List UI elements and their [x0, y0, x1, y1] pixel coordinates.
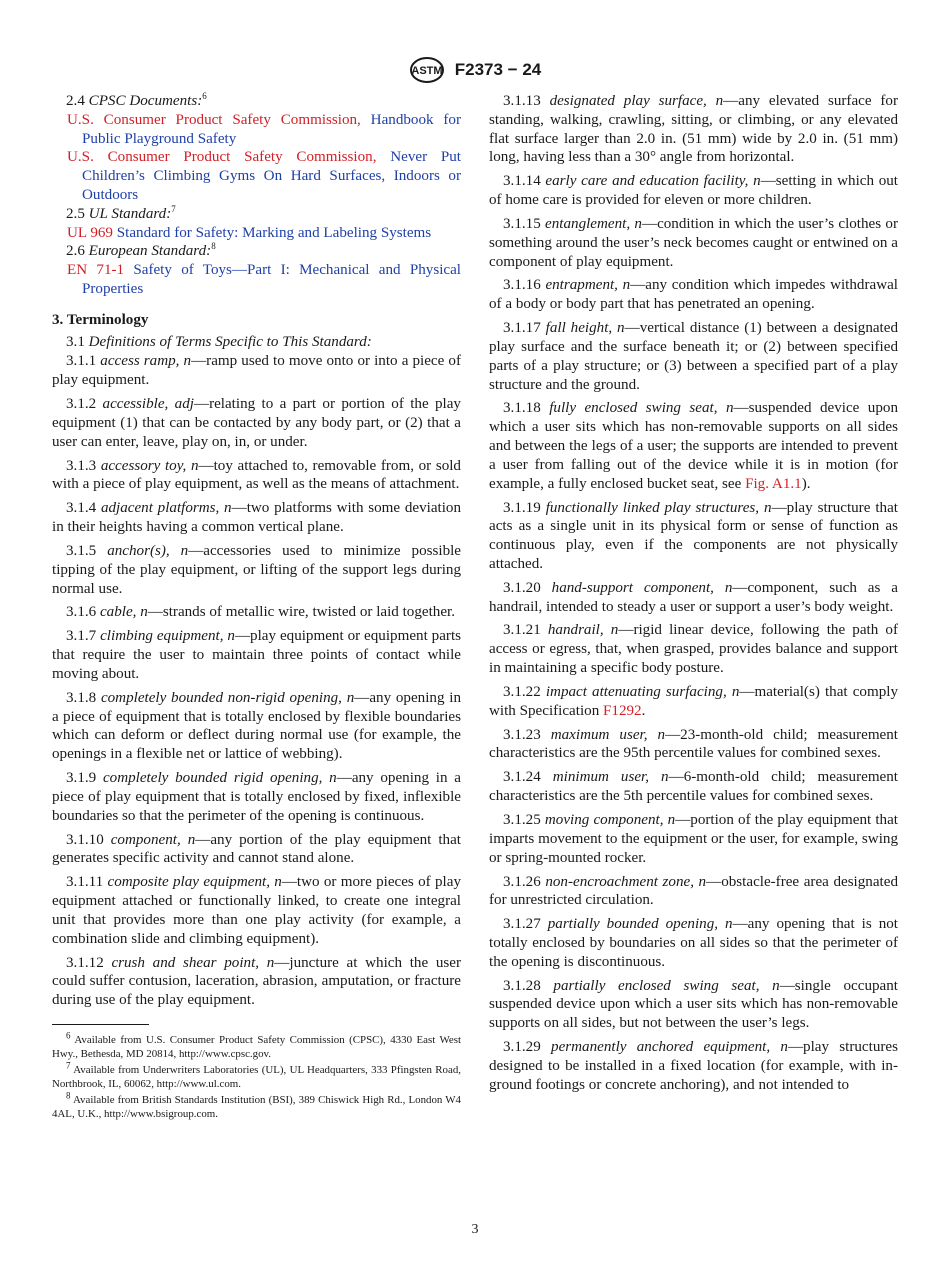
reference-organization-link[interactable]: UL 969 — [67, 224, 113, 241]
term-definition — [489, 621, 898, 677]
term-name: component, n — [110, 831, 196, 848]
term-definition — [52, 627, 461, 683]
term-definition — [52, 689, 461, 764]
reference-title-link[interactable]: Never Put Children’s Climbing Gyms On Hard Surfaces, Indoors or Outdoors — [82, 149, 461, 203]
reference-organization-link[interactable]: U.S. Consumer Product Safety Commission, — [67, 149, 377, 166]
term-number: 3.1.18 — [503, 400, 550, 417]
footnote-number: 8 — [66, 1090, 71, 1101]
term-name: minimum user, n — [552, 769, 669, 786]
term-text: —accessories used to minimize possible tipping of the play equipment, or lifting of the support legs during normal use. — [52, 542, 462, 597]
term-number: 3.1.24 — [503, 769, 553, 786]
term-text: —setting in which out of home care is provided for eleven or more children. — [489, 173, 898, 209]
term-number: 3.1.9 — [66, 770, 103, 787]
footnote-number: 6 — [66, 1030, 71, 1041]
term-text: —juncture at which the user could suffer contusion, laceration, abrasion, amputation, or fracture during use of the play equipment. — [52, 954, 461, 1009]
term-number: 3.1.19 — [503, 499, 546, 516]
term-name: composite play equipment, n — [107, 874, 282, 891]
reference-entry — [52, 224, 461, 243]
term-text-end: . — [641, 702, 646, 719]
term-definition — [489, 499, 898, 574]
term-number: 3.1.21 — [503, 622, 548, 639]
term-definition — [489, 683, 898, 721]
footnote-divider — [52, 1024, 149, 1025]
term-name: adjacent platforms, n — [100, 500, 232, 517]
reference-group-heading — [52, 92, 461, 111]
term-number: 3.1.12 — [66, 954, 112, 971]
term-name: fall height, n — [545, 320, 625, 337]
term-name: anchor(s), n — [107, 542, 189, 559]
term-name: designated play surface, n — [549, 93, 724, 109]
term-text: —suspended device upon which a user sits which has non-removable supports on all sides and between the legs of a user; the supports are intended to prevent a user from falling out of the device while it is in motion (for example, a fully enclosed bucket seat, see — [489, 400, 898, 492]
cross-reference-link[interactable]: F1292 — [603, 702, 642, 719]
term-definition — [52, 769, 461, 825]
term-definition — [489, 579, 898, 617]
term-name: crush and shear point, n — [111, 954, 275, 971]
term-definition — [489, 319, 898, 394]
footnote-text: Available from Underwriters Laboratories (UL), UL Headquarters, 333 Pfingsten Road, Northbrook, IL, 60062, http://www.ul.com. — [52, 1063, 461, 1091]
term-text: —any opening in a piece of equipment that is totally enclosed by flexible boundaries which can deform or deflect during normal use (for example, the openings in a flexible net or lattice of webbing). — [52, 689, 461, 763]
term-number: 3.1.27 — [503, 916, 548, 933]
term-name: accessory toy, n — [100, 457, 199, 474]
svg-text:ASTM: ASTM — [411, 65, 443, 77]
term-definition — [52, 542, 461, 598]
term-name: maximum user, n — [550, 726, 666, 743]
term-definition — [52, 395, 461, 451]
reference-organization-link[interactable]: U.S. Consumer Product Safety Commission, — [67, 111, 361, 128]
term-definition — [489, 873, 898, 911]
term-definition — [52, 352, 461, 390]
page-header — [0, 56, 950, 84]
astm-logo-icon — [409, 56, 445, 84]
term-definition — [52, 831, 461, 869]
reference-title-link[interactable]: Handbook for Public Playground Safety — [82, 111, 461, 147]
term-name: entrapment, n — [545, 277, 631, 294]
term-number: 3.1.8 — [66, 689, 101, 706]
term-number: 3.1.17 — [503, 320, 546, 337]
term-number: 3.1.6 — [66, 604, 100, 621]
term-definition — [489, 276, 898, 314]
reference-group-heading — [52, 242, 461, 261]
subsection-number: 3.1 — [66, 333, 89, 350]
reference-group-title: CPSC Documents: — [88, 93, 203, 109]
term-definition — [52, 954, 461, 1010]
term-number: 3.1.1 — [66, 353, 101, 370]
term-definition — [489, 92, 898, 167]
reference-group-title: UL Standard: — [88, 205, 172, 222]
term-text: —any opening in a piece of play equipment that is totally enclosed by fixed, inflexible boundaries so that the perimeter of the opening is continuous. — [52, 770, 461, 824]
left-column — [52, 92, 461, 1123]
footnote-number: 7 — [66, 1060, 71, 1071]
term-text: —portion of the play equipment that imparts movement to the equipment or the user, for example, swing or spring-mounted rocker. — [489, 812, 898, 866]
term-definition — [489, 977, 898, 1033]
term-definition — [489, 811, 898, 867]
term-text: —any opening that is not totally enclosed by boundaries on all sides so that the perimeter of the opening is discontinuous. — [489, 916, 898, 970]
footnote — [52, 1030, 461, 1062]
cross-reference-link[interactable]: Fig. A1.1 — [745, 475, 802, 492]
reference-title-link[interactable]: Safety of Toys—Part I: Mechanical and Physical Properties — [82, 262, 461, 297]
term-text: —6-month-old child; measurement characteristics are the 5th percentile values for combined sexes. — [489, 769, 898, 805]
reference-group-number: 2.4 — [66, 93, 89, 109]
term-text: —strands of metallic wire, twisted or laid together. — [147, 604, 455, 621]
term-number: 3.1.25 — [503, 812, 545, 829]
term-number: 3.1.14 — [503, 173, 546, 190]
reference-organization-link[interactable]: EN 71-1 — [67, 262, 125, 279]
term-name: access ramp, n — [100, 353, 192, 370]
term-number: 3.1.3 — [66, 457, 101, 474]
term-definition — [52, 457, 461, 495]
term-text: —any condition which impedes withdrawal of a body or body part that has penetrated an opening. — [489, 277, 898, 313]
footnote-marker: 6 — [202, 90, 207, 101]
term-text: —single occupant suspended device upon which a user sits which has non-removable supports on all sides, but not between the user’s legs. — [489, 977, 898, 1032]
term-name: partially enclosed swing seat, n — [553, 977, 780, 994]
footnote-marker: 7 — [171, 203, 176, 214]
reference-group-title: European Standard: — [88, 243, 212, 260]
term-number: 3.1.22 — [503, 683, 546, 700]
term-definition — [489, 215, 898, 271]
term-number: 3.1.23 — [503, 726, 551, 743]
term-name: non-encroachment zone, n — [545, 873, 707, 890]
term-name: climbing equipment, n — [100, 628, 235, 645]
term-name: accessible, adj — [102, 396, 194, 413]
term-name: impact attenuating surfacing, n — [545, 683, 740, 700]
term-definition — [489, 399, 898, 493]
term-definition — [52, 873, 461, 948]
term-number: 3.1.4 — [66, 500, 101, 517]
section-title: 3. Terminology — [52, 311, 149, 328]
term-number: 3.1.2 — [66, 396, 103, 413]
term-definition — [489, 726, 898, 764]
term-name: partially bounded opening, n — [547, 916, 733, 933]
term-text: —ramp used to move onto or into a piece of play equipment. — [52, 353, 461, 389]
term-name: handrail, n — [547, 622, 619, 639]
term-number: 3.1.5 — [66, 542, 108, 559]
term-number: 3.1.7 — [66, 628, 101, 645]
term-text: —two or more pieces of play equipment attached or functionally linked, to create one integral unit that provides more than one play activity (for example, a combination slide and climbing equipment). — [52, 874, 461, 947]
subsection-title: Definitions of Terms Specific to This Standard: — [88, 333, 372, 350]
term-name: moving component, n — [544, 812, 676, 829]
term-definition — [489, 1038, 898, 1094]
term-text-end: ). — [801, 475, 811, 492]
term-number: 3.1.11 — [66, 874, 108, 891]
term-text: —relating to a part or portion of the play equipment (1) that can be contacted by any body part, or (2) that a user can enter, leave, play on, in, or under. — [52, 396, 461, 450]
term-name: cable, n — [99, 604, 148, 621]
term-definition — [489, 915, 898, 971]
term-text: —vertical distance (1) between a designated play surface and the surface beneath it; or (2) between specified parts of a play structure; or (3) between a specified part of a play structure and the ground. — [489, 320, 899, 393]
term-text: —play equipment or equipment parts that require the user to maintain three points of contact while moving about. — [52, 628, 462, 682]
term-name: hand-support component, n — [551, 579, 733, 596]
subsection-heading — [52, 333, 461, 352]
term-text: —material(s) that comply with Specification — [489, 683, 898, 719]
term-number: 3.1.16 — [503, 277, 546, 294]
term-text: —component, such as a handrail, intended to steady a user or support a user’s body weight. — [489, 579, 898, 615]
term-text: —condition in which the user’s clothes or something around the user’s neck becomes caught or entwined on a component of play equipment. — [489, 215, 898, 270]
term-text: —play structures designed to be installed in a fixed location (for example, with in-ground footings or concrete anchoring), and not intended to — [489, 1039, 898, 1093]
reference-group-number: 2.6 — [66, 243, 89, 260]
term-text: —rigid linear device, following the path of access or egress, that, when grasped, provides balance and support in maintaining a specific body posture. — [489, 622, 898, 677]
term-number: 3.1.26 — [503, 873, 546, 890]
page-number: 3 — [471, 1222, 479, 1237]
reference-entry — [52, 261, 461, 299]
term-number: 3.1.20 — [503, 579, 552, 596]
reference-group-number: 2.5 — [66, 205, 89, 222]
term-name: completely bounded non-rigid opening, n — [100, 689, 355, 706]
term-name: functionally linked play structures, n — [545, 499, 772, 516]
term-definition — [489, 768, 898, 806]
document-id: F2373 − 24 — [454, 60, 542, 79]
term-name: entanglement, n — [545, 215, 642, 232]
term-name: permanently anchored equipment, n — [551, 1039, 788, 1056]
term-number: 3.1.15 — [503, 215, 546, 232]
term-text: —any portion of the play equipment that generates specific activity and cannot stand alone. — [52, 831, 461, 867]
reference-entry — [52, 148, 461, 204]
term-text: —play structure that acts as a single unit in its physical form or sense of function as continuous play, even if the components are not physically attached. — [489, 499, 898, 572]
term-text: —two platforms with some deviation in their heights having a common vertical plane. — [52, 500, 461, 536]
term-number: 3.1.13 — [503, 93, 550, 109]
term-text: —23-month-old child; measurement characteristics are the 95th percentile values for combined sexes. — [489, 726, 898, 762]
term-definition — [52, 603, 461, 622]
term-definition — [52, 499, 461, 537]
footnote-text: Available from British Standards Institution (BSI), 389 Chiswick High Rd., London W4 4AL, U.K., http://www.bsigroup.com. — [52, 1093, 461, 1121]
term-name: early care and education facility, n — [545, 173, 761, 190]
term-definition — [489, 172, 898, 210]
term-number: 3.1.29 — [503, 1039, 552, 1056]
footnote-text: Available from U.S. Consumer Product Safety Commission (CPSC), 4330 East West Hwy., Bethesda, MD 20814, http://www.cpsc.gov. — [52, 1033, 461, 1061]
footnote — [52, 1090, 461, 1122]
footnote-marker: 8 — [211, 241, 216, 252]
reference-group-heading — [52, 205, 461, 224]
reference-entry — [52, 111, 461, 149]
term-text: —toy attached to, removable from, or sold with a piece of play equipment, as well as the means of attachment. — [52, 457, 461, 493]
term-text: —any elevated surface for standing, walking, crawling, sitting, or climbing, or any elevated flat surface larger than 2.0 in. (51 mm) wide by 2.0 in. (51 mm) long, having less than a 30° angle from horizontal. — [489, 93, 898, 166]
term-name: fully enclosed swing seat, n — [549, 400, 734, 417]
footnote — [52, 1060, 461, 1092]
term-number: 3.1.10 — [66, 831, 111, 848]
reference-title-link[interactable]: Standard for Safety: Marking and Labeling Systems — [116, 224, 432, 241]
term-text: —obstacle-free area designated for unrestricted circulation. — [489, 873, 898, 909]
term-name: completely bounded rigid opening, n — [102, 770, 337, 787]
right-column — [489, 92, 898, 1100]
term-number: 3.1.28 — [503, 977, 554, 994]
